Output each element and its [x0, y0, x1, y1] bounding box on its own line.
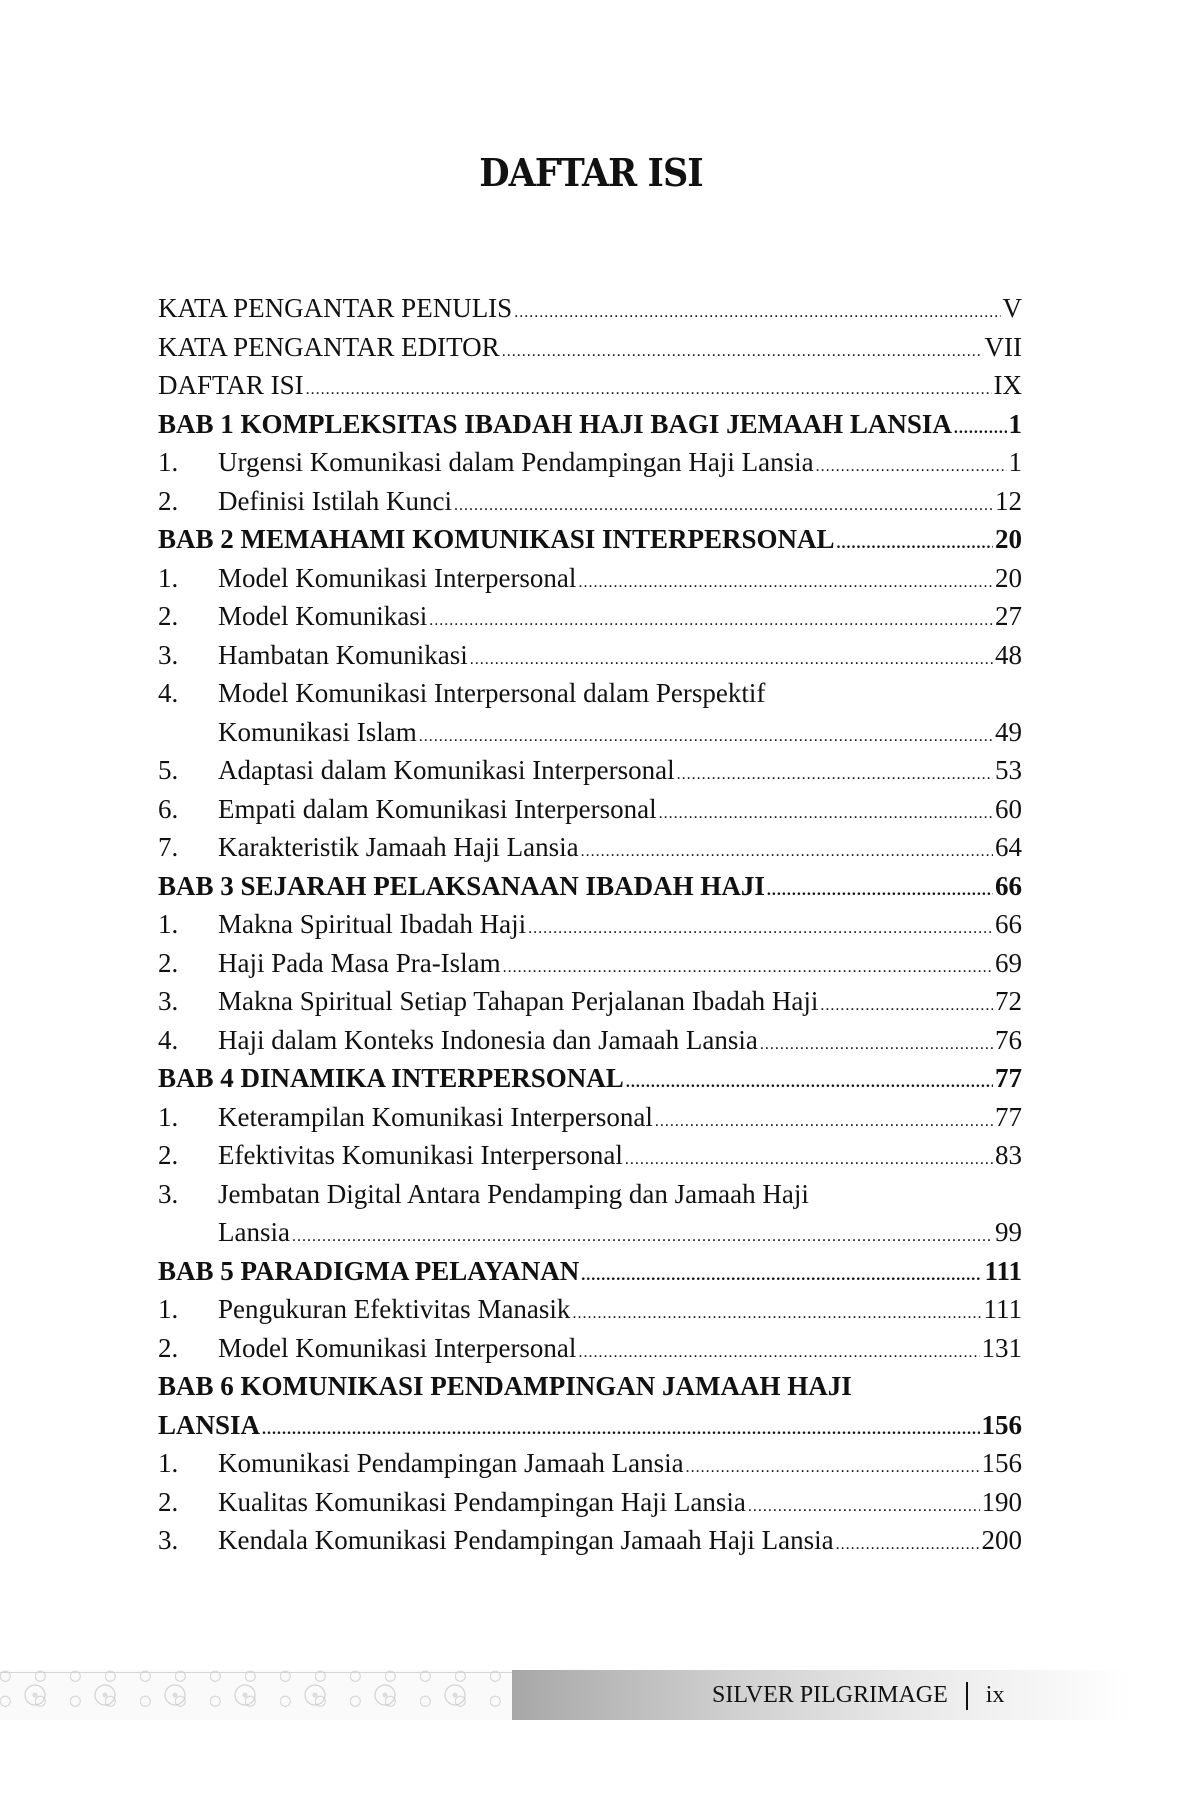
toc-entry-title: BAB 3 SEJARAH PELAKSANAAN IBADAH HAJI: [158, 870, 765, 901]
toc-entry-number: 6.: [158, 793, 179, 824]
toc-chapter-entry[interactable]: [158, 520, 1022, 559]
toc-entry-page: 131: [981, 1332, 1022, 1363]
toc-chapter-entry[interactable]: [158, 405, 1022, 444]
toc-entry-title: Urgensi Komunikasi dalam Pendampingan Haji Lansia: [218, 447, 814, 477]
toc-entry-title: Model Komunikasi Interpersonal: [218, 562, 577, 593]
dot-leader: [581, 1257, 982, 1296]
toc-entry-number: 3.: [158, 986, 179, 1016]
toc-entry-title: Empati dalam Komunikasi Interpersonal: [218, 793, 657, 824]
toc-entry-title: Adaptasi dalam Komunikasi Interpersonal: [218, 755, 675, 785]
toc-entry[interactable]: [158, 482, 1022, 521]
toc-chapter-entry[interactable]: [158, 867, 1022, 906]
toc-entry[interactable]: [158, 1329, 1022, 1368]
toc-entry-page: 66: [995, 870, 1022, 901]
toc-entry-title: Komunikasi Islam: [218, 716, 417, 747]
toc-entry-page: 76: [995, 1024, 1022, 1055]
toc-entry-number: 1.: [158, 1294, 179, 1324]
toc-entry-page: 83: [995, 1140, 1022, 1170]
toc-entry[interactable]: [158, 751, 1022, 790]
toc-entry-number: 2.: [158, 601, 179, 631]
toc-entry[interactable]: [158, 1213, 1022, 1252]
dot-leader: [572, 1295, 981, 1334]
toc-entry[interactable]: [158, 1021, 1022, 1060]
toc-entry-page: 60: [995, 793, 1022, 824]
dot-leader: [837, 525, 993, 564]
toc-entry[interactable]: [158, 944, 1022, 983]
toc-entry-title: Haji Pada Masa Pra-Islam: [218, 947, 501, 978]
dot-leader: [820, 987, 993, 1026]
toc-entry[interactable]: [158, 828, 1022, 867]
dot-leader: [429, 602, 993, 641]
toc-entry-number: 2.: [158, 947, 179, 978]
toc-entry[interactable]: [158, 1136, 1022, 1175]
toc-entry-page: 12: [995, 485, 1022, 516]
toc-entry-number: 1.: [158, 447, 179, 477]
toc-entry-number: 2.: [158, 1140, 179, 1170]
toc-entry-title: Karakteristik Jamaah Haji Lansia: [218, 832, 579, 862]
toc-entry-title: BAB 5 PARADIGMA PELAYANAN: [158, 1255, 580, 1286]
toc-entry[interactable]: [158, 1175, 1022, 1214]
toc-entry[interactable]: [158, 1444, 1022, 1483]
toc-entry-title: Model Komunikasi: [218, 601, 428, 631]
toc-entry[interactable]: [158, 1290, 1022, 1329]
toc-entry[interactable]: [158, 1098, 1022, 1137]
toc-entry-number: 4.: [158, 678, 179, 708]
toc-entry-page: 20: [995, 524, 1022, 554]
table-of-contents: [158, 289, 1022, 1560]
dot-leader: [626, 1064, 993, 1103]
toc-entry-page: 72: [995, 986, 1022, 1016]
toc-entry-title: Haji dalam Konteks Indonesia dan Jamaah Lansia: [218, 1024, 758, 1055]
toc-entry-page: 53: [995, 755, 1022, 785]
toc-entry-title: BAB 6 KOMUNIKASI PENDAMPINGAN JAMAAH HAJI: [158, 1371, 852, 1401]
dot-leader: [655, 1103, 993, 1142]
toc-entry-title: Model Komunikasi Interpersonal dalam Perspektif: [218, 678, 766, 708]
toc-entry-title: Keterampilan Komunikasi Interpersonal: [218, 1101, 653, 1132]
toc-entry-page: 111: [983, 1294, 1022, 1324]
toc-entry-page: 111: [984, 1255, 1022, 1286]
toc-entry-number: 1.: [158, 562, 179, 593]
toc-entry-number: 1.: [158, 909, 179, 939]
toc-entry[interactable]: [158, 597, 1022, 636]
toc-entry-page: V: [1002, 293, 1022, 323]
dot-leader: [767, 872, 993, 911]
toc-entry-title: KATA PENGANTAR PENULIS: [158, 293, 513, 323]
toc-entry-number: 1.: [158, 1101, 179, 1132]
book-title: SILVER PILGRIMAGE: [712, 1682, 948, 1708]
toc-entry-page: 20: [995, 562, 1022, 593]
toc-entry-number: 1.: [158, 1448, 179, 1478]
toc-entry-title: LANSIA: [158, 1409, 261, 1440]
page-number: ix: [985, 1682, 1005, 1708]
toc-entry-page: IX: [993, 370, 1022, 400]
toc-entry-page: VII: [984, 331, 1022, 362]
dot-leader: [514, 294, 1000, 333]
toc-entry[interactable]: [158, 1521, 1022, 1560]
toc-chapter-entry[interactable]: [158, 1059, 1022, 1098]
toc-entry[interactable]: [158, 713, 1022, 752]
toc-chapter-entry[interactable]: [158, 1406, 1022, 1445]
toc-entry-page: 99: [995, 1217, 1022, 1247]
toc-entry-title: BAB 4 DINAMIKA INTERPERSONAL: [158, 1063, 624, 1093]
toc-entry[interactable]: [158, 674, 1022, 713]
toc-entry-page: 77: [995, 1063, 1022, 1093]
toc-entry-title: BAB 1 KOMPLEKSITAS IBADAH HAJI BAGI JEMAAH LANSIA: [158, 408, 952, 439]
footer-separator: [966, 1682, 968, 1710]
toc-entry-title: Kualitas Komunikasi Pendampingan Haji Lansia: [218, 1486, 746, 1517]
dot-leader: [677, 756, 993, 795]
toc-entry-page: 190: [981, 1486, 1022, 1517]
dot-leader: [954, 410, 1007, 449]
toc-entry-number: 3.: [158, 1525, 179, 1555]
toc-chapter-entry[interactable]: [158, 1367, 1022, 1406]
toc-entry-title: Efektivitas Komunikasi Interpersonal: [218, 1140, 623, 1170]
toc-entry-number: 7.: [158, 832, 179, 862]
toc-entry-page: 1: [1008, 408, 1022, 439]
toc-entry-page: 66: [995, 909, 1022, 939]
toc-entry-number: 2.: [158, 1332, 179, 1363]
toc-entry-page: 156: [981, 1409, 1022, 1440]
toc-entry[interactable]: [158, 366, 1022, 405]
page-title: DAFTAR ISI: [479, 150, 703, 195]
toc-entry[interactable]: [158, 790, 1022, 829]
toc-entry[interactable]: [158, 636, 1022, 675]
toc-entry-title: Jembatan Digital Antara Pendamping dan Jamaah Haji: [218, 1178, 809, 1209]
toc-entry[interactable]: [158, 982, 1022, 1021]
toc-entry-page: 77: [995, 1101, 1022, 1132]
dot-leader: [659, 795, 993, 834]
toc-entry-title: Definisi Istilah Kunci: [218, 485, 452, 516]
dot-leader: [502, 333, 983, 372]
toc-entry-page: 64: [995, 832, 1022, 862]
toc-entry-page: 156: [981, 1448, 1022, 1478]
toc-entry-title: Pengukuran Efektivitas Manasik: [218, 1294, 571, 1324]
toc-chapter-entry[interactable]: [158, 1252, 1022, 1291]
toc-entry[interactable]: [158, 443, 1022, 482]
toc-entry-page: 200: [981, 1525, 1022, 1555]
toc-entry-number: 5.: [158, 755, 179, 785]
toc-entry-title: Kendala Komunikasi Pendampingan Jamaah Haji Lansia: [218, 1525, 834, 1555]
dot-leader: [836, 1526, 980, 1565]
toc-entry-title: Hambatan Komunikasi: [218, 639, 468, 670]
toc-entry-number: 2.: [158, 1486, 179, 1517]
toc-entry-title: KATA PENGANTAR EDITOR: [158, 331, 500, 362]
toc-entry-page: 27: [995, 601, 1022, 631]
toc-entry[interactable]: [158, 559, 1022, 598]
toc-entry-page: 48: [995, 639, 1022, 670]
toc-entry-title: Model Komunikasi Interpersonal: [218, 1332, 577, 1363]
toc-entry-title: Makna Spiritual Ibadah Haji: [218, 909, 527, 939]
toc-entry[interactable]: [158, 1483, 1022, 1522]
toc-entry-page: 49: [995, 716, 1022, 747]
toc-entry[interactable]: [158, 328, 1022, 367]
dot-leader: [816, 448, 1007, 487]
dot-leader: [578, 564, 993, 603]
toc-entry-page: 1: [1008, 447, 1022, 477]
dot-leader: [760, 1026, 993, 1065]
toc-entry-number: 2.: [158, 485, 179, 516]
toc-entry-number: 3.: [158, 1178, 179, 1209]
toc-entry-title: DAFTAR ISI: [158, 370, 304, 400]
dot-leader: [528, 910, 993, 949]
toc-entry-title: Lansia: [218, 1217, 290, 1247]
toc-entry[interactable]: [158, 905, 1022, 944]
toc-entry-title: Makna Spiritual Setiap Tahapan Perjalanan Ibadah Haji: [218, 986, 819, 1016]
toc-entry-title: Komunikasi Pendampingan Jamaah Lansia: [218, 1448, 684, 1478]
toc-entry-number: 3.: [158, 639, 179, 670]
toc-entry-title: BAB 2 MEMAHAMI KOMUNIKASI INTERPERSONAL: [158, 524, 835, 554]
toc-entry[interactable]: [158, 289, 1022, 328]
toc-entry-number: 4.: [158, 1024, 179, 1055]
toc-entry-page: 69: [995, 947, 1022, 978]
page-footer: [0, 1670, 1182, 1720]
